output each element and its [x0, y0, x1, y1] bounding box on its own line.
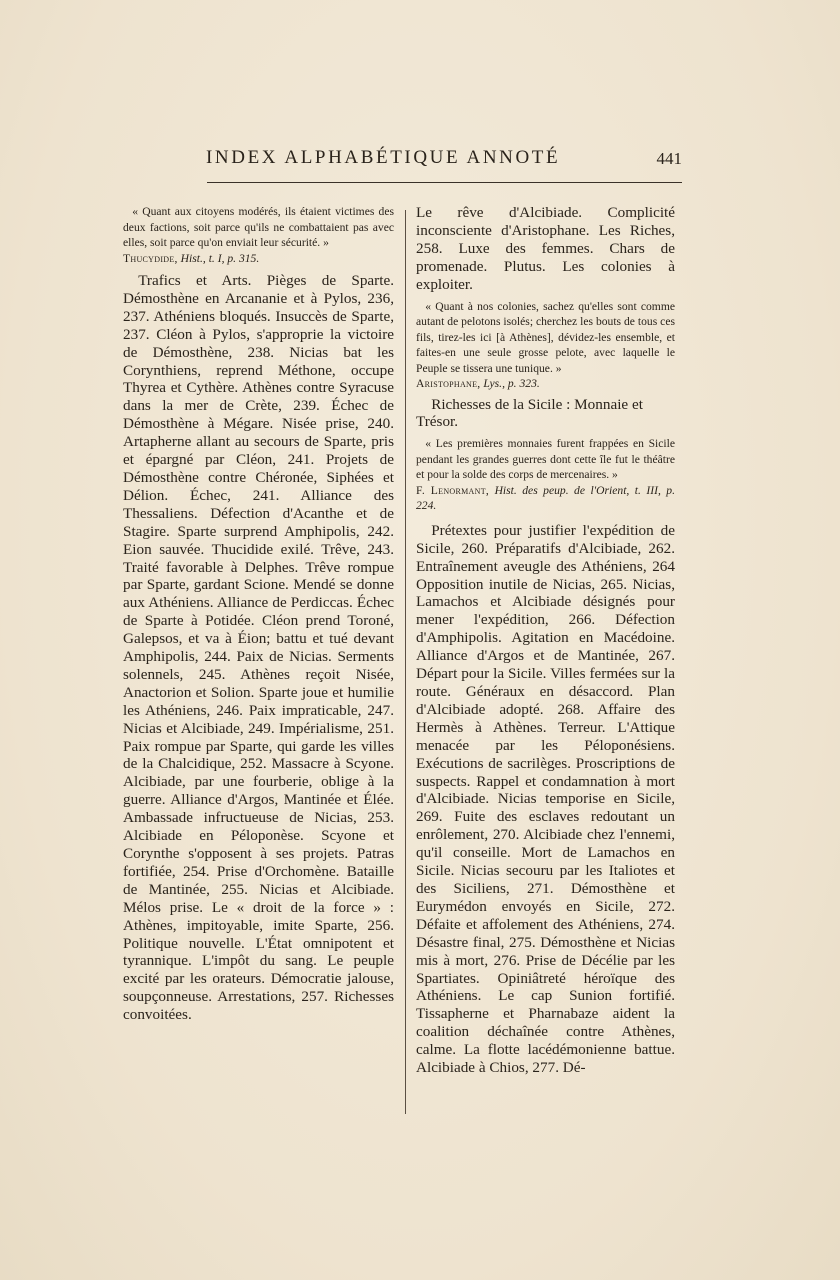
right-column — [416, 204, 675, 1077]
quote-author: F. Lenormant, — [416, 483, 490, 497]
left-column — [123, 204, 394, 1024]
expedition-sicile-paragraph: Prétextes pour justifier l'expédition de Sicile, 260. Préparatifs d'Alcibiade, 262. Entraînement aveugle des Athéniens, 264 Opposition inutile de Nicias, 265. Nicias, Lamachos et Alcibiade désignés pour mener l'expédition, 266. Défection d'Amphipolis. Agitation en Macédoine. Alliance d'Argos et de Mantinée, 267. Départ pour la Sicile. Villes fermées sur la route. Généraux en désaccord. Plan d'Alcibiade adopté. 268. Affaire des Hermès à Athènes. Terreur. L'Attique menacée par les Péloponésiens. Exécutions de sacrilèges. Proscriptions de suspects. Rappel et condamnation à mort d'Alcibiade. Nicias temporise en Sicile, 269. Fuite des esclaves redoutant un enrôlement, 270. Alcibiade chez l'ennemi, qu'il conseille. Mort de Lamachos en Sicile. Nicias secouru par les Italiotes et des Siciliens, 271. Démosthène et Eurymédon envoyés en Sicile, 272. Défaite et affolement des Athéniens, 274. Désastre final, 275. Démosthène et Nicias mis à mort, 276. Prise de Décélie par les Spartiates. Opiniâtreté héroïque des Athéniens. Le cap Sunion fortifié. Tissapherne et Pharnabaze aident la coalition déchaînée contre Athènes, calme. La flotte lacédémonienne battue. Alcibiade à Chios, 277. Dé- — [416, 521, 675, 1077]
trafics-et-arts-paragraph: Trafics et Arts. Pièges de Sparte. Démosthène en Arcananie et à Pylos, 236, 237. Athéniens bloqués. Insuccès de Sparte, 237. Cléon à Pylos, s'approprie la victoire de Démosthène, 238. Nicias bat les Corynthiens, reprend Méthone, occupe Thyrea et Cythère. Athènes contre Syracuse dans la mer de Crète, 239. Échec de Démosthène à Mégare. Nisée prise, 240. Artapherne allant au secours de Sparte, pris et épargné par Cléon, 241. Projets de Démosthène contre Chéronée, Siphées et Délion. Échec, 241. Alliance des Thessaliens. Défection d'Acanthe et de Stagire. Sparte surprend Amphipolis, 242. Eion sauvée. Thucidide exilé. Trêve, 243. Traité favorable à Delphes. Trêve rompue par Sparte, gardant Scione. Mendé se donne aux Athéniens. Alliance de Perdiccas. Échec de Sparte à Potidée. Cléon prend Toroné, Galepsos, et va à Éion; battu et tué devant Amphipolis, 244. Paix de Nicias. Serments solennels, 245. Athènes reçoit Nisée, Anactorion et Solion. Sparte joue et humilie les Athéniens, 246. Paix impraticable, 247. Nicias et Alcibiade, 249. Impérialisme, 251. Paix rompue par Sparte, qui garde les villes de la Chalcidique, 252. Massacre à Scyone. Alcibiade, par une fourberie, oblige à la guerre. Alliance d'Argos, Mantinée et Élée. Ambassade infructueuse de Nicias, 253. Alcibiade en Péloponèse. Scyone et Corynthe s'opposent à ses projets. Patras fortifiée, 254. Prise d'Orchomène. Bataille de Mantinée, 255. Nicias et Alcibiade. Mélos prise. Le « droit de la force » : Athènes, impitoyable, imite Sparte, 256. Politique nouvelle. L'État omnipotent et tyrannique. L'impôt du sang. Le peuple excité par les orateurs. Démocratie jalouse, soupçonneuse. Arrestations, 257. Richesses convoitées. — [123, 272, 394, 1024]
quote-reference: Lys., p. 323. — [483, 377, 540, 391]
richesses-sicile-heading: Richesses de la Sicile : Monnaie et Trésor. — [416, 395, 643, 431]
quote-author: Aristophane, — [416, 377, 481, 391]
page-header — [206, 147, 682, 173]
quote-reference: Hist. des peup. de l'Orient, t. III, p. 224. — [416, 483, 675, 513]
thucydide-quote — [123, 204, 394, 266]
quote-text: « Quant à nos colonies, sachez qu'elles sont comme autant de pelotons isolés; cherchez les bouts de tous ces fils, tirez-les ici [à Athènes], dévidez-les ensemble, et faites-en une seule grosse pelote, avec laquelle le Peuple se tissera une tunique. » — [416, 299, 675, 375]
quote-author: Thucydide, — [123, 251, 178, 265]
header-rule — [207, 182, 682, 183]
quote-text: « Quant aux citoyens modérés, ils étaient victimes des deux factions, soit parce qu'ils ne combattaient pas avec elles, soit parce qu'on enviait leur sécurité. » — [123, 205, 394, 249]
quote-text: « Les premières monnaies furent frappées en Sicile pendant les grandes guerres dont cette île fut le théâtre et pour la solde des corps de mercenaires. » — [416, 437, 675, 482]
lenormant-quote — [416, 436, 675, 514]
page-number: 441 — [656, 149, 682, 168]
reve-alcibiade-paragraph: Le rêve d'Alcibiade. Complicité inconsciente d'Aristophane. Les Riches, 258. Luxe des femmes. Chars de promenade. Plutus. Les colonies à exploiter. — [416, 204, 675, 293]
quote-reference: Hist., t. I, p. 315. — [180, 251, 260, 265]
aristophane-quote — [416, 299, 675, 392]
running-title: INDEX ALPHABÉTIQUE ANNOTÉ — [206, 147, 561, 168]
column-divider — [405, 210, 406, 1114]
